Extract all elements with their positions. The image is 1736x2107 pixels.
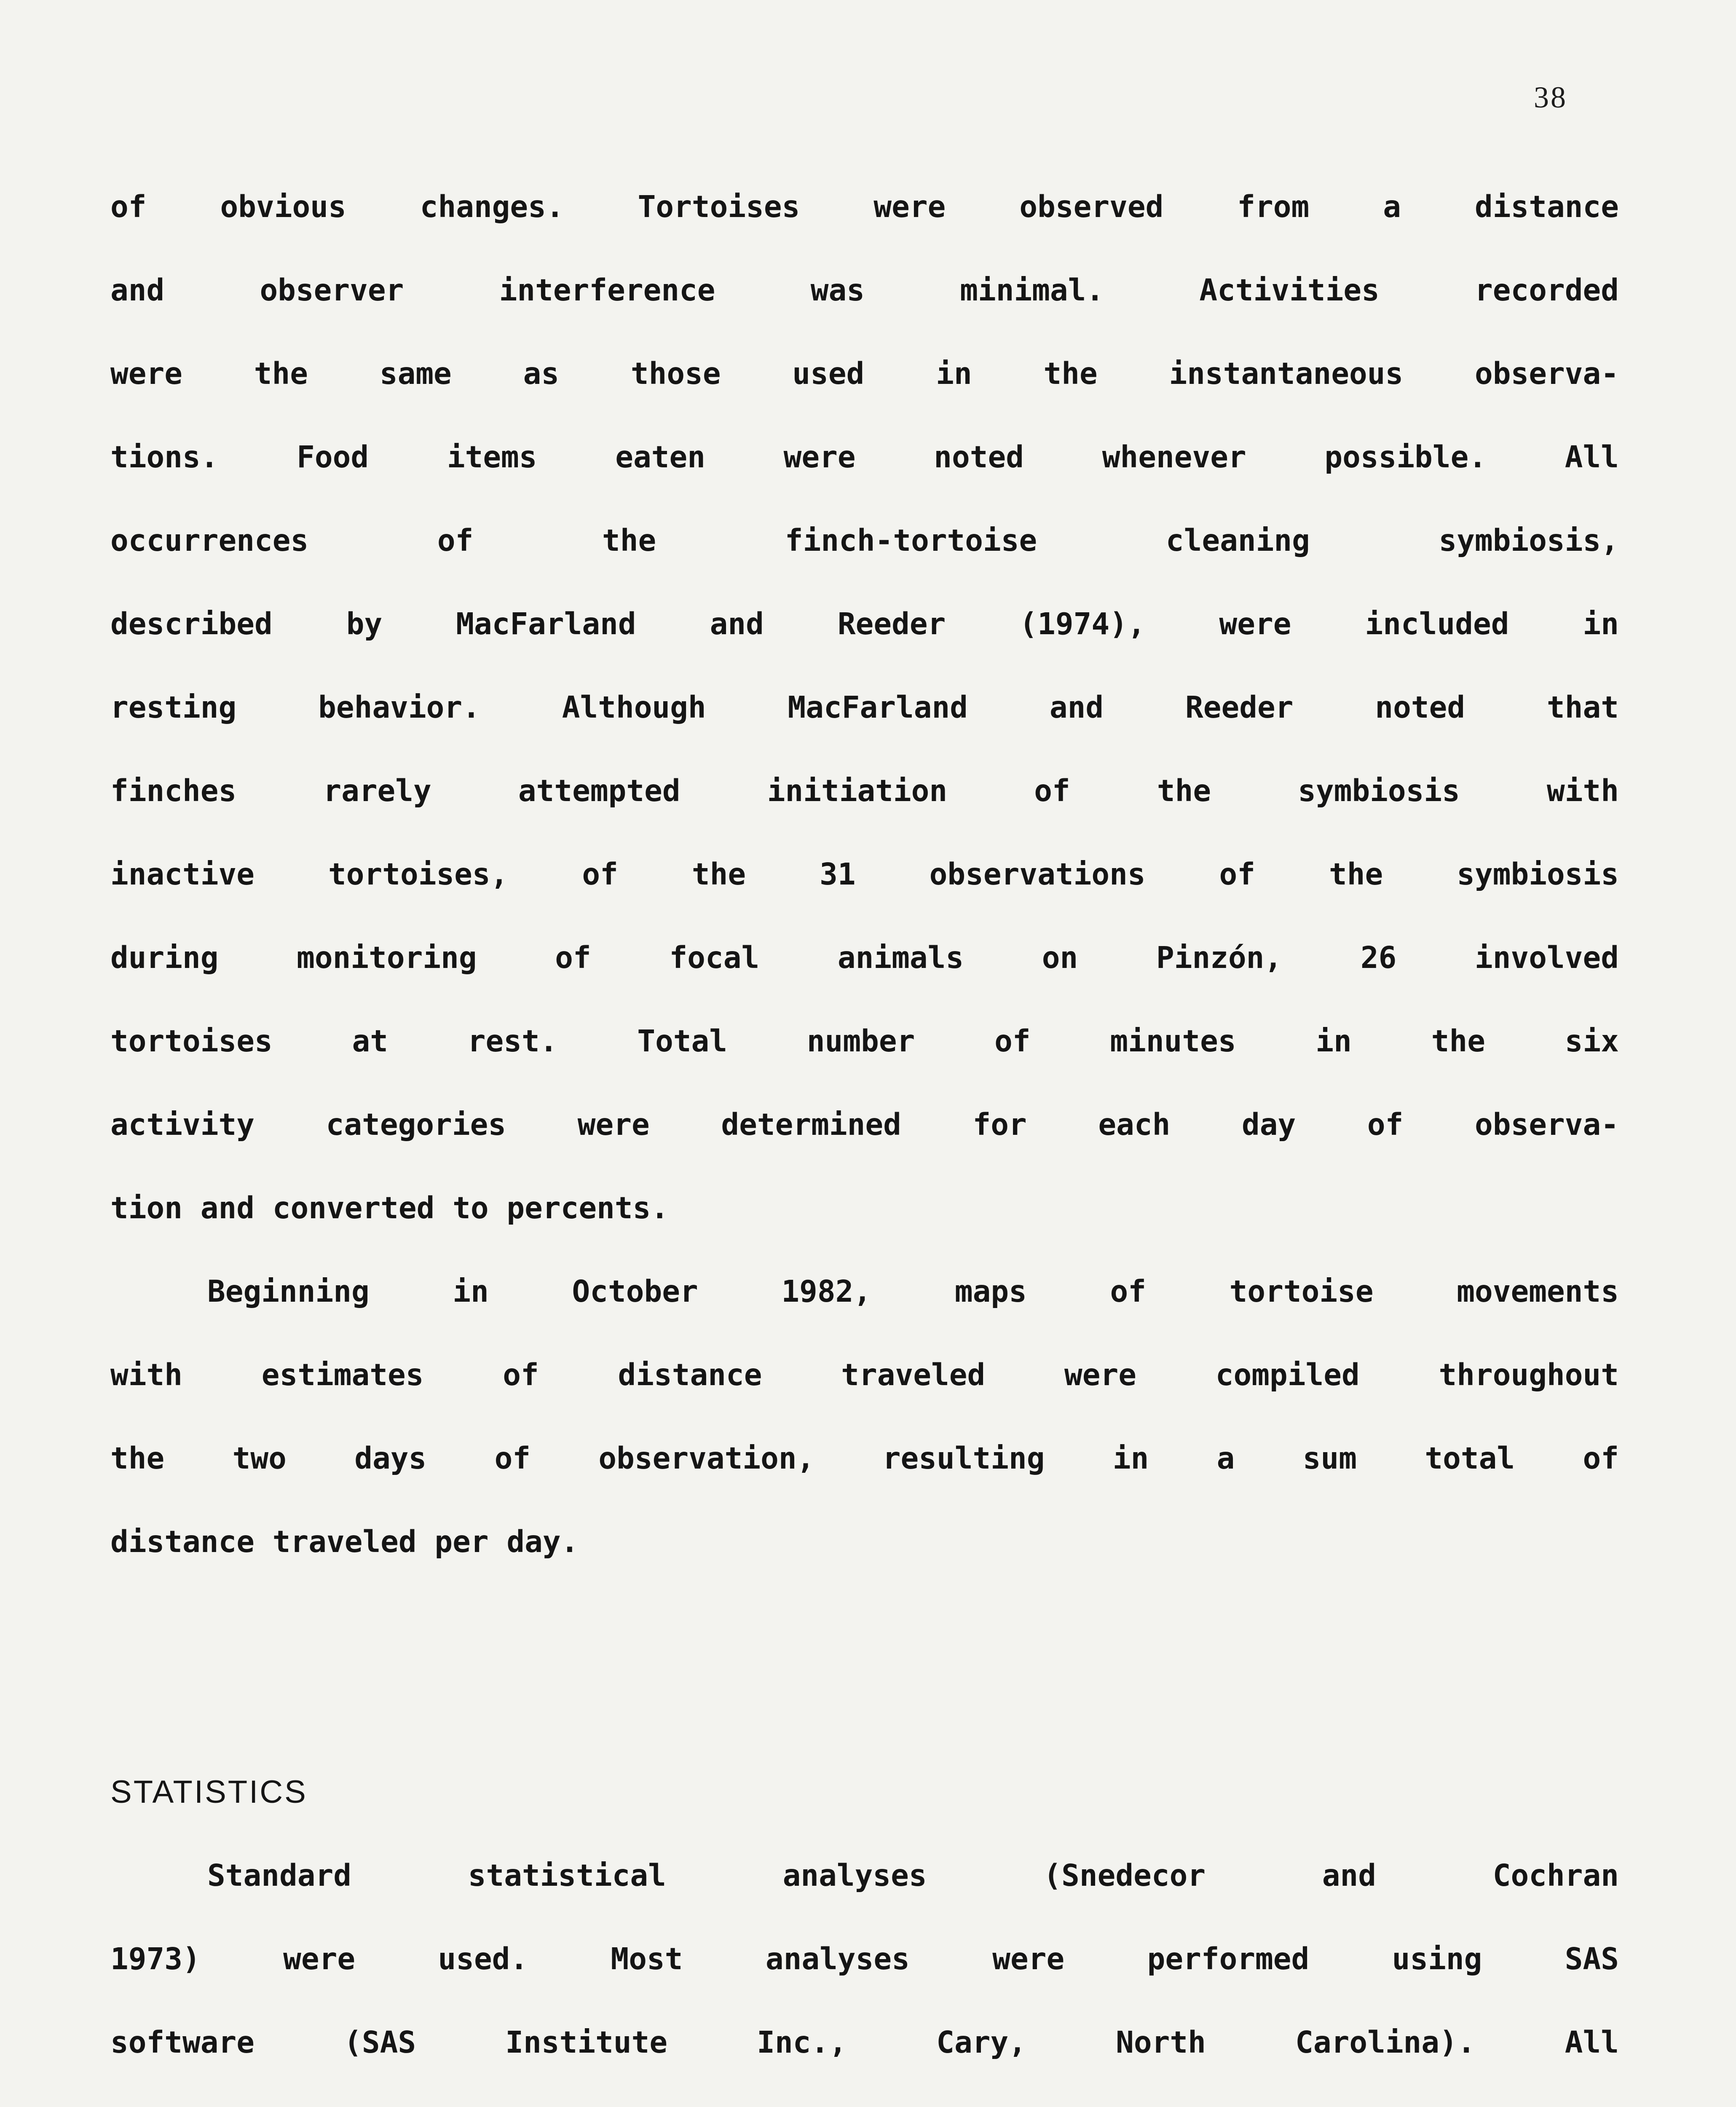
text-line: during monitoring of focal animals on Pinzón, 26 involved <box>110 940 1619 975</box>
text-line: tion and converted to percents. <box>110 1190 669 1225</box>
text-line: activity categories were determined for each day of observa- <box>110 1107 1619 1142</box>
section-heading: STATISTICS <box>110 1774 308 1810</box>
text-line: tions. Food items eaten were noted whenever possible. All <box>110 440 1619 474</box>
text-line: were the same as those used in the instantaneous observa- <box>110 356 1619 391</box>
text-line: distance traveled per day. <box>110 1524 579 1559</box>
page-number: 38 <box>1534 80 1567 114</box>
body-text <box>110 165 1619 2107</box>
text-line: 1973) were used. Most analyses were performed using SAS <box>110 1941 1619 1976</box>
text-line: resting behavior. Although MacFarland and Reeder noted that <box>110 690 1619 725</box>
text-line: occurrences of the finch-tortoise cleaning symbiosis, <box>110 523 1619 558</box>
text-line: Standard statistical analyses (Snedecor and Cochran <box>207 1858 1619 1893</box>
text-line: finches rarely attempted initiation of the symbiosis with <box>110 773 1619 808</box>
text-line: Beginning in October 1982, maps of tortoise movements <box>207 1274 1619 1309</box>
text-line: software (SAS Institute Inc., Cary, North Carolina). All <box>110 2025 1619 2060</box>
text-line: the two days of observation, resulting in a sum total of <box>110 1441 1619 1476</box>
text-line: described by MacFarland and Reeder (1974), were included in <box>110 606 1619 641</box>
text-line <box>110 2084 1619 2107</box>
text-line: with estimates of distance traveled were compiled throughout <box>110 1357 1619 1392</box>
section-gap <box>110 1584 1619 1750</box>
text-line: inactive tortoises, of the 31 observations of the symbiosis <box>110 857 1619 892</box>
text-line: tortoises at rest. Total number of minutes in the six <box>110 1024 1619 1059</box>
text-line: of obvious changes. Tortoises were observed from a distance <box>110 189 1619 224</box>
text-line: and observer interference was minimal. Activities recorded <box>110 273 1619 308</box>
